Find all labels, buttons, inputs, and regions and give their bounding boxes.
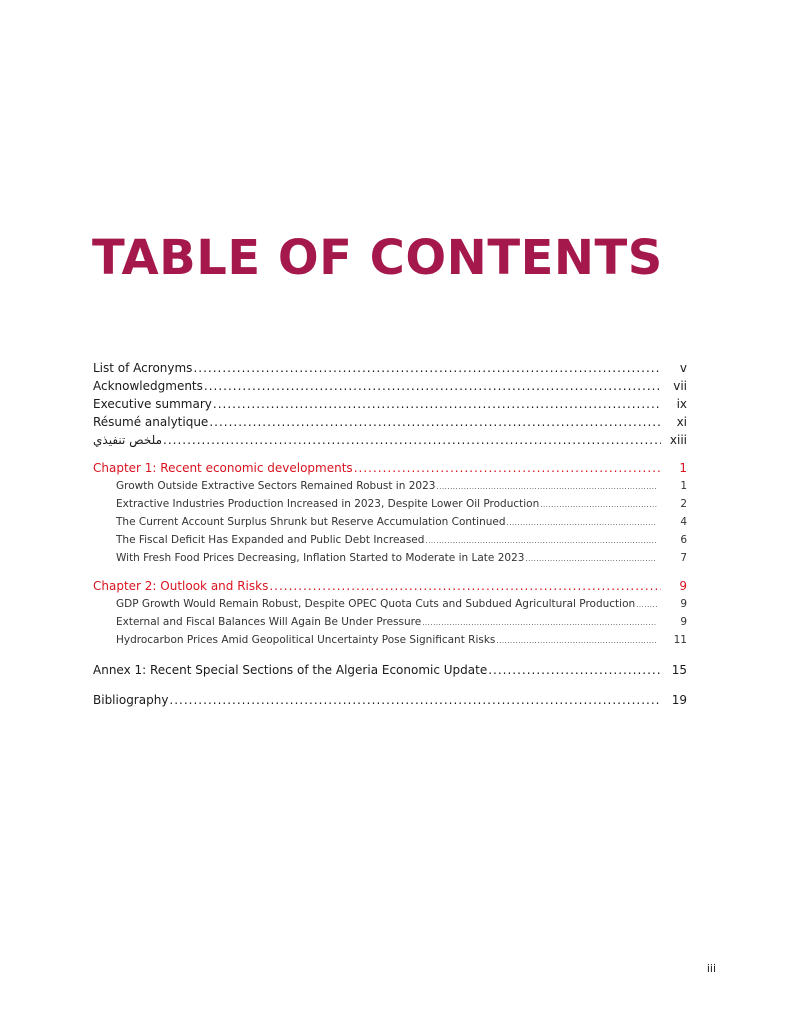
toc-entry-acknowledgments[interactable] bbox=[93, 377, 687, 395]
dot-leader bbox=[169, 691, 661, 709]
toc-section-page: 6 bbox=[680, 534, 687, 546]
dot-leader bbox=[436, 478, 657, 495]
dot-leader bbox=[204, 377, 661, 395]
dot-leader bbox=[422, 614, 657, 631]
spacer bbox=[93, 649, 687, 661]
toc-section-label: The Current Account Surplus Shrunk but Reserve Accumulation Continued bbox=[116, 516, 506, 528]
dot-leader bbox=[354, 459, 661, 477]
toc-chapter-label: Chapter 2: Outlook and Risks bbox=[93, 579, 269, 593]
dot-leader bbox=[425, 532, 657, 549]
spacer bbox=[93, 567, 687, 577]
toc-section-page: 2 bbox=[680, 498, 687, 510]
toc-section-label: GDP Growth Would Remain Robust, Despite OPEC Quota Cuts and Subdued Agricultural Production bbox=[116, 598, 636, 610]
toc-entry-page: xi bbox=[676, 415, 687, 429]
toc-section-entry[interactable] bbox=[93, 595, 687, 613]
dot-leader bbox=[636, 596, 657, 613]
toc-entry-page: vii bbox=[673, 379, 687, 393]
toc-entry-page: 19 bbox=[671, 693, 687, 707]
dot-leader bbox=[488, 661, 661, 679]
toc-entry-resume-analytique[interactable] bbox=[93, 413, 687, 431]
toc-section-entry[interactable] bbox=[93, 531, 687, 549]
toc-chapter-2[interactable] bbox=[93, 577, 687, 595]
toc-section-entry[interactable] bbox=[93, 613, 687, 631]
dot-leader bbox=[496, 632, 657, 649]
toc-entry-list-of-acronyms[interactable] bbox=[93, 359, 687, 377]
dot-leader bbox=[540, 496, 657, 513]
dot-leader bbox=[213, 395, 661, 413]
toc-entry-page: ix bbox=[676, 397, 687, 411]
toc-section-entry[interactable] bbox=[93, 495, 687, 513]
toc-section-label: Extractive Industries Production Increased in 2023, Despite Lower Oil Production bbox=[116, 498, 540, 510]
toc-section-page: 11 bbox=[673, 634, 687, 646]
toc-entry-page: v bbox=[679, 361, 687, 375]
page-title: TABLE OF CONTENTS bbox=[92, 230, 663, 286]
toc-section-page: 9 bbox=[680, 598, 687, 610]
toc-entry-bibliography[interactable] bbox=[93, 691, 687, 709]
toc-section-entry[interactable] bbox=[93, 477, 687, 495]
toc-entry-label: Résumé analytique bbox=[93, 415, 209, 429]
toc-chapter-label: Chapter 1: Recent economic developments bbox=[93, 461, 353, 475]
dot-leader bbox=[525, 550, 657, 567]
dot-leader bbox=[209, 413, 661, 431]
spacer bbox=[93, 679, 687, 691]
toc-section-entry[interactable] bbox=[93, 549, 687, 567]
toc-entry-label: Executive summary bbox=[93, 397, 212, 411]
toc-section-label: The Fiscal Deficit Has Expanded and Public Debt Increased bbox=[116, 534, 425, 546]
toc-section-label: With Fresh Food Prices Decreasing, Inflation Started to Moderate in Late 2023 bbox=[116, 552, 525, 564]
toc-entry-label: Bibliography bbox=[93, 693, 169, 707]
dot-leader bbox=[193, 359, 661, 377]
toc-entry-arabic-summary[interactable] bbox=[93, 431, 687, 449]
toc-entry-executive-summary[interactable] bbox=[93, 395, 687, 413]
toc-entry-page: 15 bbox=[671, 663, 687, 677]
toc-chapter-page: 9 bbox=[679, 579, 687, 593]
toc-chapter-1[interactable] bbox=[93, 459, 687, 477]
table-of-contents bbox=[93, 359, 687, 709]
toc-section-page: 4 bbox=[680, 516, 687, 528]
dot-leader bbox=[163, 431, 661, 449]
toc-entry-label: ملخص تنفيذي bbox=[93, 433, 163, 447]
toc-section-label: External and Fiscal Balances Will Again Be Under Pressure bbox=[116, 616, 422, 628]
toc-section-entry[interactable] bbox=[93, 513, 687, 531]
toc-section-page: 9 bbox=[680, 616, 687, 628]
dot-leader bbox=[269, 577, 661, 595]
spacer bbox=[93, 449, 687, 459]
toc-entry-annex-1[interactable] bbox=[93, 661, 687, 679]
toc-entry-label: Acknowledgments bbox=[93, 379, 203, 393]
toc-section-label: Growth Outside Extractive Sectors Remained Robust in 2023 bbox=[116, 480, 436, 492]
toc-section-label: Hydrocarbon Prices Amid Geopolitical Uncertainty Pose Significant Risks bbox=[116, 634, 496, 646]
toc-entry-label: List of Acronyms bbox=[93, 361, 193, 375]
toc-entry-page: xiii bbox=[669, 433, 687, 447]
dot-leader bbox=[507, 514, 658, 531]
toc-entry-label: Annex 1: Recent Special Sections of the Algeria Economic Update bbox=[93, 663, 488, 677]
toc-section-page: 1 bbox=[680, 480, 687, 492]
page-number: iii bbox=[706, 962, 716, 975]
toc-section-entry[interactable] bbox=[93, 631, 687, 649]
toc-chapter-page: 1 bbox=[679, 461, 687, 475]
toc-section-page: 7 bbox=[680, 552, 687, 564]
